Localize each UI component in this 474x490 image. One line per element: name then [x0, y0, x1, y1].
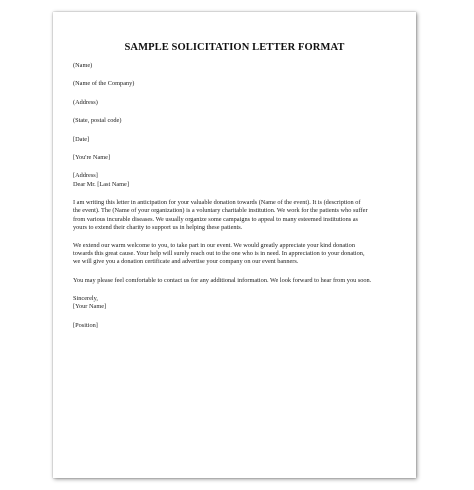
closing: Sincerely,: [73, 294, 98, 302]
sender-address: (Address): [73, 98, 98, 106]
letter-page: [53, 12, 416, 478]
paragraph-line: We extend our warm welcome to you, to take part in our event. We would greatly appreciate your kind donation: [73, 242, 355, 250]
document-title: SAMPLE SOLICITATION LETTER FORMAT: [124, 42, 345, 53]
paragraph-line: towards this great cause. Your help will surely reach out to the one who is in need. In appreciation to your donation,: [73, 250, 365, 258]
recipient-name: [You're Name]: [73, 154, 111, 162]
paragraph-line: I am writing this letter in anticipation for your valuable donation towards (Name of the event). It is (description of: [73, 199, 361, 207]
paragraph-line: the event). The (Name of your organization) is a voluntary charitable institution. We work for the patients who suffer: [73, 207, 368, 215]
salutation: Dear Mr. [Last Name]: [73, 180, 129, 188]
paragraph-line: we will give you a donation certificate and advertise your company on our event banners.: [73, 258, 299, 266]
signature-name: [Your Name]: [73, 303, 107, 311]
body-paragraph-2: [73, 242, 396, 267]
sender-name: (Name): [73, 62, 93, 69]
letter-date: [Date]: [73, 135, 90, 143]
paragraph-line: from various incurable diseases. We usually organize some campaigns to appeal to many esteemed institutions as: [73, 215, 358, 223]
paragraph-line: You may please feel comfortable to contact us for any additional information. We look forward to hear from you soon.: [73, 276, 372, 284]
paragraph-line: yours to extend their charity to support us in helping these patients.: [73, 223, 243, 231]
sender-state-postal: (State, postal code): [73, 117, 122, 125]
recipient-address: [Address]: [73, 172, 98, 180]
signature-position: [Position]: [73, 321, 98, 329]
sender-company: (Name of the Company): [73, 80, 135, 88]
body-paragraph-3: [73, 277, 396, 285]
body-paragraph-1: [73, 199, 396, 232]
